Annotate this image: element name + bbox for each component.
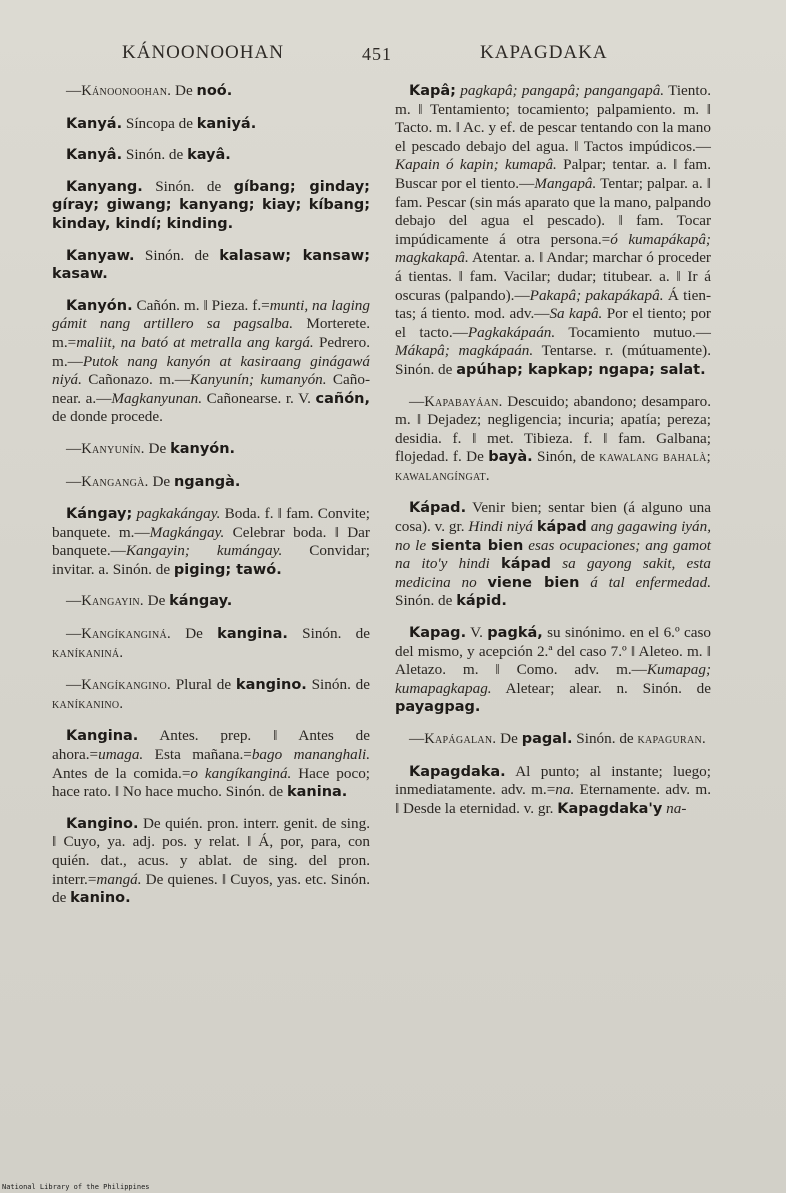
entry-text: Síncopa de (122, 114, 197, 132)
entry-example: na. (555, 781, 575, 799)
entry-headword: pagal. (521, 731, 573, 747)
page-number: 451 (362, 44, 392, 64)
entry-text: Sinón. de (572, 730, 638, 747)
entry-example: pagkakángay. (136, 505, 221, 523)
entry-headword: Kángay; (66, 506, 133, 523)
entry-example: o kangíkanginá. (190, 764, 292, 782)
entry-text: — (66, 82, 82, 99)
entry-headword: piging; tawó. (173, 561, 282, 578)
entry-example: Magkanyunan. (111, 389, 203, 407)
entry-text: Kangíkangino. (81, 677, 171, 694)
dictionary-entry (395, 730, 711, 749)
entry-headword: Kapagdaka'y (557, 800, 663, 817)
entry-text: — (409, 392, 425, 410)
entry-example: bago mananghali. (251, 746, 370, 764)
entry-text: De (148, 472, 174, 490)
entry-text: Hace poco; hace rato. ‖ No hace mucho. Sinón. de (52, 764, 371, 801)
entry-text: Kánoonoohan. (81, 83, 172, 99)
entry-example: Kumapag; kumapagkapag. (395, 661, 711, 697)
entry-text: Cañón. m. ‖ Pieza. f.= (132, 296, 270, 314)
entry-text: — (66, 439, 82, 457)
entry-headword: pagká, (487, 625, 543, 642)
entry-text: Sinón. de (134, 246, 220, 264)
left-column (52, 82, 370, 921)
running-header (0, 42, 786, 72)
header-left-guideword: KÁNOONOOHAN (122, 42, 284, 63)
entry-text: Boda. f. ‖ fam. Convite; banquete. m.— (52, 505, 371, 541)
entry-text: Á tientas; á tiento. mod. adv.— (395, 286, 711, 323)
dictionary-entry (52, 727, 370, 801)
entry-example: ang gagawing iyán, no le (395, 518, 712, 554)
entry-text: — (409, 730, 425, 747)
entry-example: Putok nang kanyón at kasiraang ginágawá niyá. (52, 352, 370, 389)
entry-headword: Kanyang. (66, 178, 143, 195)
entry-text: Descuido; abandono; desamparo. m. ‖ Dejadez; negligencia; incuria; apatía; pereza; desidia. f. ‖ met. Tibieza. f. ‖ fam. Galbana; flojedad. f. De (395, 392, 711, 466)
entry-text: Sinón. de (287, 625, 370, 643)
entry-headword: Kapag. (409, 625, 467, 642)
entry-example: Kangayin; kumángay. (125, 542, 283, 560)
entry-text: Kangangà. (81, 473, 149, 490)
entry-headword: kaniyá. (196, 115, 257, 132)
entry-text: Sinón, de (532, 448, 600, 466)
dictionary-entry (52, 473, 370, 492)
dictionary-entry (395, 763, 711, 819)
entry-headword: kayâ. (187, 147, 231, 164)
dictionary-entry (52, 625, 370, 662)
entry-example: esas ocupaciones; ang gamot na ito'y hindi (395, 536, 712, 573)
entry-example: mangá. (96, 870, 142, 888)
entry-text: Cañonearse. r. V. (202, 389, 316, 407)
entry-example: sa gayong sakit, esta medicina no (395, 555, 711, 591)
entry-text: Tentar; palpar. a. ‖ fam. Pescar (sin más aparato que la mano, palpando debajo del agua el pescado). ‖ fam. Tocar impúdicamente á otra persona.= (395, 174, 711, 248)
entry-headword: Kanyâ. (66, 147, 123, 164)
dictionary-entry (52, 82, 370, 101)
entry-example: Sa kapâ. (549, 305, 603, 323)
entry-example: Kanyunín; kumanyón. (189, 371, 327, 389)
entry-text: Sinón. de (395, 592, 457, 610)
entry-headword: Kapagdaka. (409, 763, 506, 780)
entry-headword: noó. (196, 83, 233, 99)
entry-text: Kapágalan. (424, 731, 497, 747)
entry-example: umaga. (98, 746, 144, 764)
entry-example: Kapain ó kapin; kumapâ. (395, 156, 557, 174)
entry-headword: gíbang; ginday; gíray; giwang; kanyang; kiay; kíbang; kinday, kindí; kinding. (52, 178, 370, 232)
entry-example: maliit, na bató at metralla ang kargá. (76, 333, 314, 351)
entry-text: — (66, 592, 82, 610)
dictionary-entry (52, 440, 370, 459)
entry-example: ó kumapákapâ; magkakapâ. (395, 230, 711, 267)
dictionary-entry (395, 82, 711, 380)
entry-headword: Kápad. (409, 500, 467, 517)
entry-headword: kápad (536, 519, 587, 536)
entry-headword: Kanyá. (66, 115, 123, 132)
entry-text: De (170, 625, 218, 643)
entry-text: De (143, 592, 170, 610)
entry-example: Mangapâ. (534, 174, 597, 192)
entry-text: Cañonazo. m.— (81, 371, 190, 389)
entry-text: Kangíkanginá. (81, 626, 171, 643)
dictionary-entry (395, 499, 711, 611)
dictionary-entry (52, 592, 370, 611)
entry-headword: bayà. (488, 449, 533, 466)
dictionary-entry (52, 146, 370, 165)
entry-text (579, 574, 590, 591)
entry-headword: kanina. (286, 784, 348, 801)
entry-text: De (144, 439, 171, 457)
dictionary-entry (52, 115, 370, 134)
entry-headword: kangino. (235, 677, 307, 694)
entry-text: V. (466, 624, 488, 642)
dictionary-entry (395, 393, 711, 486)
entry-text: Antes de la comida.= (52, 764, 191, 782)
entry-text: Kanyunín. (81, 440, 145, 457)
dictionary-entry (52, 247, 370, 284)
entry-example: na- (666, 799, 687, 817)
entry-text: De (171, 82, 197, 99)
entry-text: Al punto; al instante; luego; inmediatamente. adv. m.= (395, 762, 711, 799)
entry-text: Tocamiento mutuo.— (555, 323, 711, 341)
entry-text: Por el tiento; por el tacto.— (395, 305, 711, 341)
entry-example: munti, na laging gámit nang artillero sa pagsalba. (52, 296, 370, 333)
entry-headword: sienta bien (431, 537, 524, 554)
entry-text (490, 555, 501, 572)
entry-headword: cañón, (315, 390, 371, 407)
entry-text: Kangayin. (81, 593, 144, 610)
entry-text: Sinón. de (142, 177, 234, 195)
entry-text: Eternamente. adv. m. ‖ Desde la eternidad. v. gr. (395, 781, 712, 817)
entry-headword: kángay. (169, 593, 233, 610)
entry-text: Tiento. m. ‖ Tentamiento; tocamiento; palpamiento. m. ‖ Tacto. m. ‖ Ac. y ef. de pescar tentando con la mano el pescado debajo del agua. ‖ Tactos impúdicos.— (395, 82, 711, 155)
entry-headword: viene bien (487, 574, 580, 591)
dictionary-entry (52, 505, 370, 579)
right-column (395, 82, 711, 831)
entry-text: Convidar; invitar. a. Sinón. de (52, 542, 370, 578)
dictionary-entry (52, 676, 370, 713)
entry-text (551, 555, 562, 572)
entry-example: á tal enfermedad. (590, 573, 712, 591)
entry-headword: kangina. (217, 626, 288, 643)
entry-headword: apúhap; kapkap; ngapa; salat. (456, 361, 706, 378)
entry-text: su sinónimo. en el 6.º caso del mismo, y acepción 2.ª del caso 7.º ‖ Aleteo. m. ‖ Aletazo. m. ‖ Como. adv. m.— (395, 624, 711, 679)
entry-text: Esta mañana.= (143, 746, 252, 764)
entry-text: — (66, 472, 82, 490)
entry-headword: Kanyón. (66, 297, 133, 314)
entry-text: Aletear; alear. n. Sinón. de (491, 679, 711, 697)
entry-text: Atentar. a. ‖ Andar; marchar ó proceder á tientas. ‖ fam. Vacilar; dudar; titubear. a. ‖ Ir á oscuras (palpando).— (395, 249, 711, 304)
entry-headword: kanino. (70, 890, 131, 907)
dictionary-entry (52, 297, 370, 427)
entry-text: kaníkaniná. (52, 644, 124, 661)
entry-text: Palpar; tentar. a. ‖ fam. Buscar por el tiento.— (395, 156, 712, 192)
entry-headword: kápid. (456, 593, 507, 610)
entry-headword: ngangà. (173, 473, 241, 490)
entry-text: kaníkanino. (52, 695, 124, 712)
entry-text: Sinón. de (122, 146, 188, 164)
entry-example: Pagkakápaán. (467, 323, 556, 341)
entry-text: Sinón. de (306, 676, 370, 694)
entry-text: Morterete. m.= (52, 315, 371, 351)
dictionary-entry (52, 815, 370, 908)
dictionary-entry (395, 624, 711, 717)
entry-headword: Kangino. (66, 815, 139, 832)
entry-headword: kalasaw; kansaw; kasaw. (52, 247, 370, 283)
entry-text: De quién. pron. interr. genit. de sing. ‖ Cuyo, ya. adj. pos. y relat. ‖ Á, por, para, con quién. dat., acus. y ablat. de sing. del pron. interr.= (52, 814, 370, 888)
entry-text: de donde procede. (52, 408, 163, 426)
entry-text: kapaguran. (637, 731, 706, 747)
entry-example: Mákapâ; magkápaán. (395, 342, 534, 360)
entry-text: Plural de (170, 676, 236, 694)
entry-text: Antes. prep. ‖ Antes de ahora.= (52, 727, 370, 764)
entry-headword: kápad (501, 556, 552, 573)
entry-example: Hindi niyá (468, 518, 533, 536)
entry-text: Cañonear. a.— (52, 371, 370, 407)
entry-text: Venir bien; sentar bien (á alguno una cosa). v. gr. (395, 499, 711, 536)
entry-text: — (66, 676, 82, 694)
library-credit: National Library of the Philippines (2, 1183, 150, 1191)
header-right-guideword: KAPAGDAKA (480, 42, 608, 63)
entry-text: Pedrero. m.— (52, 333, 370, 370)
entry-text (477, 574, 488, 591)
entry-text: Celebrar boda. ‖ Dar banquete.— (52, 523, 370, 560)
entry-text: De (496, 730, 522, 747)
entry-text: Kapabayáan. (424, 393, 503, 410)
entry-headword: Kapâ; (409, 83, 456, 99)
entry-headword: Kangina. (66, 728, 139, 745)
entry-example: pagkapâ; pangapâ; pangangapâ. (460, 82, 665, 99)
entry-headword: Kanyaw. (66, 247, 135, 264)
entry-text: De quienes. ‖ Cuyos, yas. etc. Sinón. de (52, 870, 370, 907)
entry-example: Pakapâ; pakapákapâ. (529, 286, 664, 304)
dictionary-entry (52, 178, 370, 234)
entry-text: Tentarse. r. (mútuamente). Sinón. de (395, 342, 711, 378)
entry-example: Magkángay. (149, 523, 225, 541)
entry-headword: payagpag. (395, 699, 481, 716)
entry-text: kawalang bahalà; kawalangíngat. (395, 449, 711, 484)
entry-text: — (66, 625, 82, 643)
entry-headword: kanyón. (170, 440, 236, 457)
